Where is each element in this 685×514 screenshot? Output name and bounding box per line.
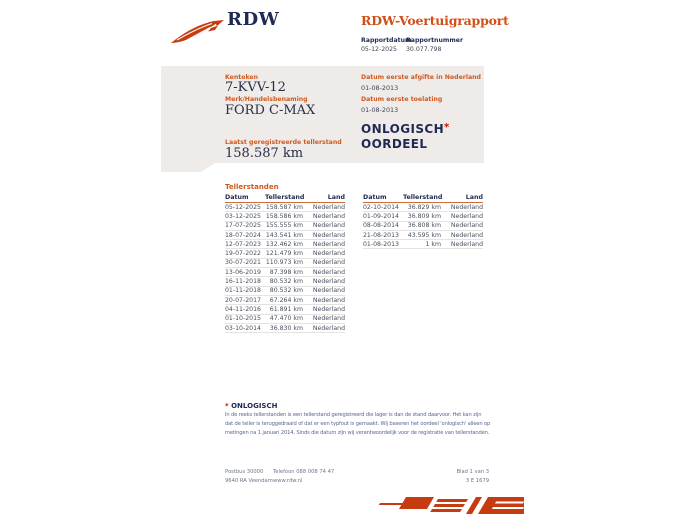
footer-page-number: Blad 1 van 3	[456, 469, 489, 475]
date-cell: 13-06-2019	[225, 268, 261, 276]
footer-contact	[273, 468, 334, 487]
footer-city: 9640 RA Veendam	[225, 478, 273, 485]
date-cell: 16-11-2018	[225, 278, 261, 286]
odometer-cell: 36.808 km	[407, 222, 441, 230]
odometer-cell: 43.595 km	[407, 231, 441, 239]
table-row	[225, 259, 345, 268]
country-cell: Nederland	[312, 212, 345, 220]
oordeel-line1: ONLOGISCH	[361, 122, 445, 136]
date-cell: 20-07-2017	[225, 296, 261, 304]
country-cell: Nederland	[450, 212, 483, 220]
country-cell: Nederland	[312, 268, 345, 276]
table-row	[225, 305, 345, 314]
country-cell: Nederland	[312, 296, 345, 304]
odometer-cell: 143.541 km	[265, 231, 303, 239]
eerste-afgifte-value: 01-08-2013	[361, 83, 399, 92]
report-date-label: Rapportdatum	[361, 37, 412, 44]
tellerstanden-section-title: Tellerstanden	[225, 183, 279, 191]
footnote-title-text: ONLOGISCH	[231, 402, 278, 410]
table-row	[225, 240, 345, 249]
table-row	[225, 249, 345, 258]
rdw-eagle-icon	[170, 16, 226, 46]
country-cell: Nederland	[312, 250, 345, 258]
odometer-cell: 61.891 km	[269, 305, 303, 313]
odometer-cell: 36.830 km	[269, 324, 303, 332]
table-row	[225, 268, 345, 277]
header-land: Land	[327, 194, 345, 201]
country-cell: Nederland	[312, 305, 345, 313]
date-cell: 05-12-2025	[225, 203, 261, 211]
oordeel-badge	[361, 122, 444, 151]
country-cell: Nederland	[312, 315, 345, 323]
table-header-row	[225, 194, 345, 203]
footer-address	[225, 468, 273, 487]
eerste-toelating-label: Datum eerste toelating	[361, 96, 443, 103]
header-datum: Datum	[363, 194, 387, 201]
report-date-value: 05-12-2025	[361, 45, 397, 53]
footnote-line: In de reeks tellerstanden is een tellerstand geregistreerd die lager is dan de stand daarvoor. Het kan zijn	[225, 412, 482, 418]
country-cell: Nederland	[312, 278, 345, 286]
odometer-cell: 36.829 km	[407, 203, 441, 211]
date-cell: 03-12-2025	[225, 212, 261, 220]
odometer-cell: 67.264 km	[269, 296, 303, 304]
odometer-cell: 47.470 km	[269, 315, 303, 323]
date-cell: 12-07-2023	[225, 240, 261, 248]
header-tellerstand: Tellerstand	[265, 194, 305, 201]
header-datum: Datum	[225, 194, 249, 201]
tellerstanden-table-right	[363, 194, 483, 249]
table-row	[363, 222, 483, 231]
footer-page-info	[399, 468, 489, 487]
country-cell: Nederland	[450, 222, 483, 230]
odometer-cell: 121.479 km	[265, 250, 303, 258]
kenteken-value: 7-KVV-12	[225, 80, 286, 95]
footnote-body	[225, 411, 490, 437]
tellerstanden-table-left	[225, 194, 345, 333]
country-cell: Nederland	[450, 231, 483, 239]
table-row	[225, 315, 345, 324]
table-row	[363, 212, 483, 221]
summary-panel-corner-tab	[161, 163, 215, 172]
country-cell: Nederland	[312, 240, 345, 248]
country-cell: Nederland	[312, 324, 345, 332]
odometer-cell: 80.532 km	[269, 287, 303, 295]
table-row	[363, 231, 483, 240]
oordeel-line2: OORDEEL	[361, 136, 428, 151]
odometer-cell: 110.973 km	[265, 259, 303, 267]
report-number-label: Rapportnummer	[406, 37, 464, 44]
date-cell: 01-09-2014	[363, 212, 399, 220]
report-number-value: 30.077.798	[406, 45, 442, 53]
odometer-cell: 158.587 km	[265, 203, 303, 211]
footer-phone: Telefoon 088 008 74 47	[273, 469, 335, 475]
eerste-afgifte-label: Datum eerste afgifte in Nederland	[361, 74, 481, 81]
date-cell: 02-10-2014	[363, 203, 399, 211]
table-row	[225, 287, 345, 296]
footer-website: www.rdw.nl	[273, 478, 303, 485]
table-body	[225, 203, 345, 333]
kenteken-label: Kenteken	[225, 74, 258, 81]
footnote-line: dat de teller is teruggedraaid of dat er een typfout is gemaakt. Wij baseren het oordeel 'onlogisch' alleen op	[225, 420, 491, 427]
country-cell: Nederland	[312, 259, 345, 267]
footnote-asterisk: *	[225, 402, 229, 410]
header-land: Land	[465, 194, 483, 201]
table-row	[225, 231, 345, 240]
odometer-cell: 80.532 km	[269, 278, 303, 286]
odometer-cell: 36.809 km	[407, 212, 441, 220]
eerste-toelating-value: 01-08-2013	[361, 105, 399, 114]
table-row	[225, 222, 345, 231]
merk-label: Merk/Handelsbenaming	[225, 96, 308, 103]
country-cell: Nederland	[312, 203, 345, 211]
table-row	[225, 277, 345, 286]
date-cell: 17-07-2025	[225, 222, 261, 230]
footer-form-code: 3 E 1679	[465, 478, 489, 485]
date-cell: 08-08-2014	[363, 222, 399, 230]
merk-value: FORD C-MAX	[225, 103, 316, 118]
table-header-row	[363, 194, 483, 203]
date-cell: 04-11-2016	[225, 305, 261, 313]
odometer-cell: 158.586 km	[265, 212, 303, 220]
country-cell: Nederland	[312, 222, 345, 230]
country-cell: Nederland	[450, 240, 483, 248]
table-row	[363, 240, 483, 249]
country-cell: Nederland	[450, 203, 483, 211]
footer-postbus: Postbus 30000	[225, 469, 264, 475]
date-cell: 19-07-2022	[225, 250, 261, 258]
date-cell: 01-10-2015	[225, 315, 261, 323]
date-cell: 18-07-2024	[225, 231, 261, 239]
laatste-tellerstand-label: Laatst geregistreerde tellerstand	[225, 139, 342, 146]
rdw-stripes-icon	[372, 497, 524, 514]
odometer-cell: 87.398 km	[269, 268, 303, 276]
date-cell: 03-10-2014	[225, 324, 261, 332]
date-cell: 30-07-2021	[225, 259, 261, 267]
table-row	[225, 296, 345, 305]
date-cell: 21-08-2013	[363, 231, 399, 239]
table-row	[225, 212, 345, 221]
laatste-tellerstand-value: 158.587 km	[225, 146, 304, 161]
footnote-title	[225, 402, 277, 410]
odometer-cell: 155.555 km	[265, 222, 303, 230]
report-title: RDW-Voertuigrapport	[361, 13, 509, 28]
country-cell: Nederland	[312, 231, 345, 239]
oordeel-asterisk: *	[444, 122, 450, 133]
date-cell: 01-08-2013	[363, 240, 399, 248]
table-row	[225, 324, 345, 333]
table-row	[363, 203, 483, 212]
footnote-line: metingen na 1 januari 2014. Sinds die datum zijn wij verantwoordelijk voor de registratie van tellerstanden.	[225, 429, 490, 436]
table-row	[225, 203, 345, 212]
odometer-cell: 132.462 km	[265, 240, 303, 248]
rdw-logo-text: RDW	[227, 9, 280, 30]
table-body	[363, 203, 483, 249]
date-cell: 01-11-2018	[225, 287, 261, 295]
header-tellerstand: Tellerstand	[403, 194, 443, 201]
odometer-cell: 1 km	[425, 240, 441, 248]
country-cell: Nederland	[312, 287, 345, 295]
